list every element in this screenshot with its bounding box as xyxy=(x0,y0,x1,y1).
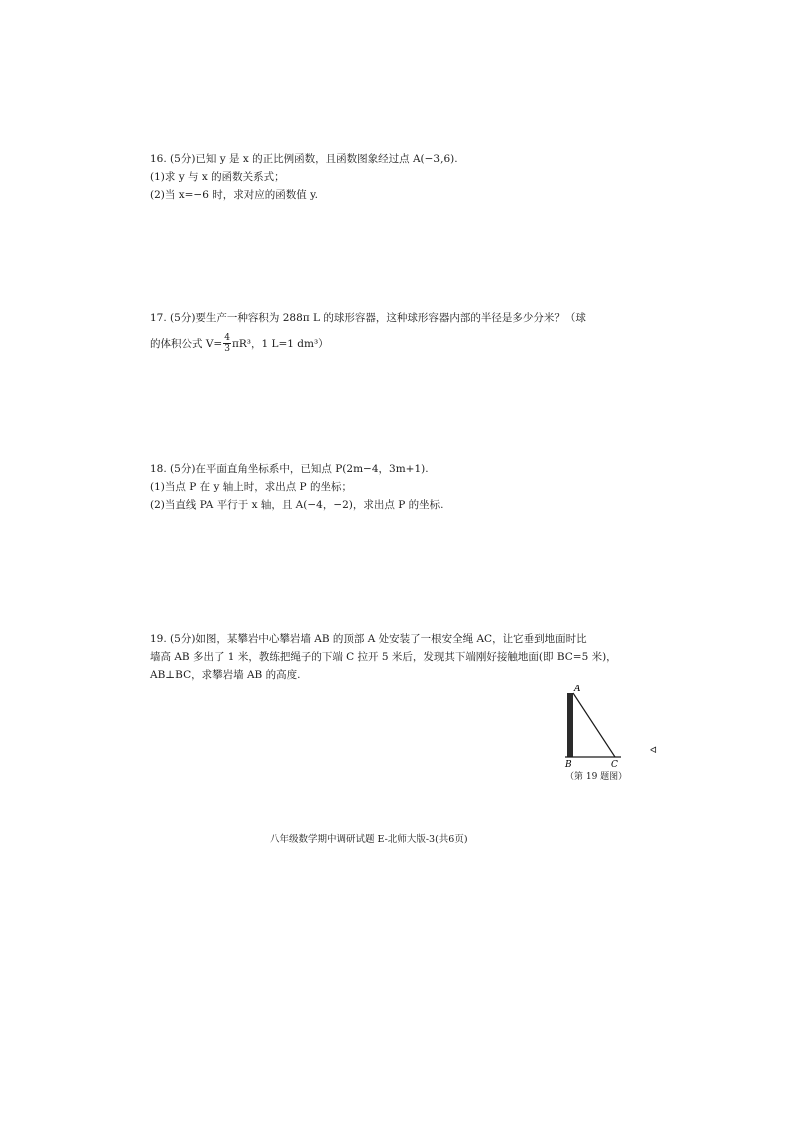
fraction-four-thirds xyxy=(223,333,231,354)
question-16-stem: 16. (5分)已知 y 是 x 的正比例函数，且函数图象经过点 A(−3,6). xyxy=(150,153,458,165)
question-18-part-1: (1)当点 P 在 y 轴上时，求出点 P 的坐标； xyxy=(150,481,352,493)
question-19-line-1: 19. (5分)如图，某攀岩中心攀岩墙 AB 的顶部 A 处安装了一根安全绳 AC，让它垂到地面时比 xyxy=(150,633,587,645)
question-19 xyxy=(150,630,670,684)
question-19-line-3: AB⊥BC，求攀岩墙 AB 的高度. xyxy=(150,669,301,681)
question-19-line-2: 墙高 AB 多出了 1 米，教练把绳子的下端 C 拉开 5 米后，发现其下端刚好接触地面(即 BC=5 米)， xyxy=(150,651,617,663)
question-17 xyxy=(150,309,670,354)
label-c: C xyxy=(611,760,618,770)
label-a: A xyxy=(574,685,581,694)
figure-caption: （第 19 题图） xyxy=(565,772,628,782)
stray-mark: ᐊ xyxy=(650,746,657,756)
question-17-formula-line xyxy=(150,333,670,354)
formula-prefix: 的体积公式 V= xyxy=(150,337,223,350)
question-16-part-2: (2)当 x=−6 时，求对应的函数值 y. xyxy=(150,189,318,201)
formula-suffix: πR³，1 L=1 dm³） xyxy=(231,337,329,350)
question-16-part-1: (1)求 y 与 x 的函数关系式； xyxy=(150,171,285,183)
question-18 xyxy=(150,460,670,514)
rope-ac xyxy=(573,693,615,757)
label-b: B xyxy=(565,760,572,770)
question-17-line-1: 17. (5分)要生产一种容积为 288π L 的球形容器，这种球形容器内部的半径是多少分米？（球 xyxy=(150,312,586,324)
fraction-numerator: 4 xyxy=(224,333,230,343)
question-18-part-2: (2)当直线 PA 平行于 x 轴，且 A(−4，−2)，求出点 P 的坐标. xyxy=(150,499,444,511)
page-footer: 八年级数学期中调研试题 E-北师大版-3(共6页) xyxy=(270,834,468,845)
fraction-denominator: 3 xyxy=(224,344,230,354)
question-16 xyxy=(150,150,670,204)
wall-ab xyxy=(567,693,573,757)
question-18-stem: 18. (5分)在平面直角坐标系中，已知点 P(2m−4，3m+1). xyxy=(150,463,429,475)
